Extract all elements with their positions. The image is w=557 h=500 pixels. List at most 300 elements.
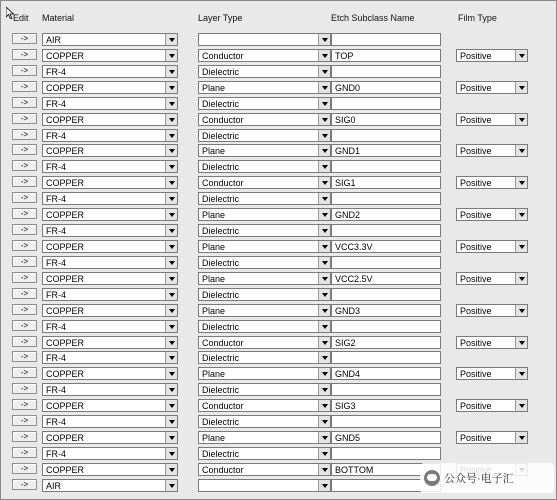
dropdown-arrow-icon[interactable] bbox=[165, 368, 177, 379]
watermark-text: 公众号·电子汇 bbox=[444, 473, 514, 485]
layer-row bbox=[1, 382, 557, 398]
etch-subclass-input[interactable] bbox=[331, 208, 441, 221]
material-select-value: FR-4 bbox=[46, 448, 66, 459]
edit-row-button[interactable]: -> bbox=[12, 272, 37, 283]
dropdown-arrow-icon[interactable] bbox=[165, 193, 177, 204]
layer-type-select-value: Dielectric bbox=[202, 162, 240, 173]
layer-type-select[interactable] bbox=[198, 65, 331, 78]
dropdown-arrow-icon[interactable] bbox=[165, 209, 177, 220]
film-type-select-value: Positive bbox=[460, 401, 492, 412]
material-select[interactable] bbox=[42, 351, 178, 364]
etch-subclass-value: BOTTOM bbox=[335, 464, 374, 475]
dropdown-arrow-icon[interactable] bbox=[515, 368, 527, 379]
material-select-value: FR-4 bbox=[46, 321, 66, 332]
film-type-select[interactable] bbox=[456, 431, 528, 444]
etch-subclass-value: TOP bbox=[335, 50, 354, 61]
edit-row-button[interactable]: -> bbox=[12, 176, 37, 187]
layer-type-select[interactable] bbox=[198, 463, 331, 476]
etch-subclass-input[interactable] bbox=[331, 113, 441, 126]
film-type-select-value: Positive bbox=[460, 210, 492, 221]
material-select[interactable] bbox=[42, 208, 178, 221]
edit-row-button[interactable]: -> bbox=[12, 192, 37, 203]
dropdown-arrow-icon[interactable] bbox=[165, 66, 177, 77]
dropdown-arrow-icon[interactable] bbox=[165, 114, 177, 125]
layer-type-select[interactable] bbox=[198, 97, 331, 110]
edit-row-button[interactable]: -> bbox=[12, 479, 37, 490]
etch-subclass-input[interactable] bbox=[331, 351, 441, 364]
etch-subclass-value: VCC3.3V bbox=[335, 241, 373, 252]
material-select[interactable] bbox=[42, 256, 178, 269]
layer-type-select-value: Plane bbox=[202, 433, 226, 444]
dropdown-arrow-icon[interactable] bbox=[165, 448, 177, 459]
material-select[interactable] bbox=[42, 415, 178, 428]
header-edit: Edit bbox=[13, 13, 29, 23]
material-select[interactable] bbox=[42, 113, 178, 126]
layer-row bbox=[1, 223, 557, 239]
film-type-select-value: Positive bbox=[460, 273, 492, 284]
dropdown-arrow-icon[interactable] bbox=[318, 66, 330, 77]
wechat-icon bbox=[424, 470, 440, 486]
film-type-select[interactable] bbox=[456, 304, 528, 317]
material-select[interactable] bbox=[42, 383, 178, 396]
dropdown-arrow-icon[interactable] bbox=[515, 82, 527, 93]
film-type-select-value: Positive bbox=[460, 82, 492, 93]
column-header bbox=[1, 1, 557, 25]
layer-row bbox=[1, 96, 557, 112]
edit-row-button[interactable]: -> bbox=[12, 97, 37, 108]
edit-row-button[interactable]: -> bbox=[12, 399, 37, 410]
dropdown-arrow-icon[interactable] bbox=[515, 241, 527, 252]
etch-subclass-input[interactable] bbox=[331, 272, 441, 285]
dropdown-arrow-icon[interactable] bbox=[318, 225, 330, 236]
film-type-select[interactable] bbox=[456, 81, 528, 94]
material-select-value: FR-4 bbox=[46, 162, 66, 173]
material-select[interactable] bbox=[42, 160, 178, 173]
material-select[interactable] bbox=[42, 336, 178, 349]
layer-type-select[interactable] bbox=[198, 336, 331, 349]
layer-type-select[interactable] bbox=[198, 304, 331, 317]
etch-subclass-value: GND3 bbox=[335, 305, 361, 316]
dropdown-arrow-icon[interactable] bbox=[165, 130, 177, 141]
dropdown-arrow-icon[interactable] bbox=[165, 464, 177, 475]
etch-subclass-input[interactable] bbox=[331, 415, 441, 428]
dropdown-arrow-icon[interactable] bbox=[318, 384, 330, 395]
dropdown-arrow-icon[interactable] bbox=[318, 209, 330, 220]
header-material: Material bbox=[42, 13, 75, 23]
layer-type-select[interactable] bbox=[198, 208, 331, 221]
material-select-value: FR-4 bbox=[46, 385, 66, 396]
material-select[interactable] bbox=[42, 320, 178, 333]
dropdown-arrow-icon[interactable] bbox=[318, 352, 330, 363]
material-select-value: COPPER bbox=[46, 114, 85, 125]
layer-type-select-value: Conductor bbox=[202, 464, 244, 475]
layer-type-select[interactable] bbox=[198, 144, 331, 157]
etch-subclass-input[interactable] bbox=[331, 144, 441, 157]
header-layer-type: Layer Type bbox=[198, 13, 243, 23]
watermark bbox=[420, 463, 554, 493]
layer-row bbox=[1, 112, 557, 128]
edit-row-button[interactable]: -> bbox=[12, 288, 37, 299]
material-select-value: FR-4 bbox=[46, 130, 66, 141]
edit-row-button[interactable]: -> bbox=[12, 224, 37, 235]
etch-subclass-input[interactable] bbox=[331, 367, 441, 380]
etch-subclass-input[interactable] bbox=[331, 336, 441, 349]
material-select[interactable] bbox=[42, 304, 178, 317]
material-select[interactable] bbox=[42, 144, 178, 157]
dropdown-arrow-icon[interactable] bbox=[515, 305, 527, 316]
layer-row bbox=[1, 303, 557, 319]
dropdown-arrow-icon[interactable] bbox=[165, 50, 177, 61]
layer-type-select-value: Plane bbox=[202, 273, 226, 284]
dropdown-arrow-icon[interactable] bbox=[515, 50, 527, 61]
material-select-value: COPPER bbox=[46, 210, 85, 221]
layer-type-select-value: Conductor bbox=[202, 337, 244, 348]
layer-row bbox=[1, 64, 557, 80]
dropdown-arrow-icon[interactable] bbox=[318, 448, 330, 459]
layer-type-select[interactable] bbox=[198, 256, 331, 269]
layer-row bbox=[1, 350, 557, 366]
layer-type-select[interactable] bbox=[198, 415, 331, 428]
layer-type-select[interactable] bbox=[198, 447, 331, 460]
dropdown-arrow-icon[interactable] bbox=[165, 257, 177, 268]
material-select[interactable] bbox=[42, 97, 178, 110]
edit-row-button[interactable]: -> bbox=[12, 129, 37, 140]
layer-row bbox=[1, 319, 557, 335]
layer-type-select[interactable] bbox=[198, 33, 331, 46]
layer-type-select-value: Plane bbox=[202, 241, 226, 252]
etch-subclass-input[interactable] bbox=[331, 320, 441, 333]
dropdown-arrow-icon[interactable] bbox=[165, 273, 177, 284]
material-select[interactable] bbox=[42, 176, 178, 189]
layer-type-select-value: Dielectric bbox=[202, 66, 240, 77]
material-select[interactable] bbox=[42, 431, 178, 444]
dropdown-arrow-icon[interactable] bbox=[318, 34, 330, 45]
dropdown-arrow-icon[interactable] bbox=[165, 432, 177, 443]
edit-row-button[interactable]: -> bbox=[12, 208, 37, 219]
edit-row-button[interactable]: -> bbox=[12, 160, 37, 171]
material-select[interactable] bbox=[42, 399, 178, 412]
etch-subclass-input[interactable] bbox=[331, 240, 441, 253]
dropdown-arrow-icon[interactable] bbox=[318, 400, 330, 411]
edit-row-button[interactable]: -> bbox=[12, 81, 37, 92]
layer-type-select-value: Dielectric bbox=[202, 321, 240, 332]
material-select-value: COPPER bbox=[46, 369, 85, 380]
material-select-value: FR-4 bbox=[46, 98, 66, 109]
edit-row-button[interactable]: -> bbox=[12, 351, 37, 362]
dropdown-arrow-icon[interactable] bbox=[318, 130, 330, 141]
layer-type-select[interactable] bbox=[198, 49, 331, 62]
layer-type-select[interactable] bbox=[198, 81, 331, 94]
layer-row bbox=[1, 287, 557, 303]
dropdown-arrow-icon[interactable] bbox=[318, 193, 330, 204]
film-type-select[interactable] bbox=[456, 240, 528, 253]
layer-type-select-value: Dielectric bbox=[202, 130, 240, 141]
header-etch-subclass: Etch Subclass Name bbox=[331, 13, 415, 23]
etch-subclass-input[interactable] bbox=[331, 129, 441, 142]
film-type-select[interactable] bbox=[456, 176, 528, 189]
layer-type-select-value: Plane bbox=[202, 82, 226, 93]
material-select[interactable] bbox=[42, 367, 178, 380]
film-type-select-value: Positive bbox=[460, 146, 492, 157]
material-select-value: COPPER bbox=[46, 50, 85, 61]
layer-row bbox=[1, 159, 557, 175]
dropdown-arrow-icon[interactable] bbox=[515, 400, 527, 411]
dropdown-arrow-icon[interactable] bbox=[515, 337, 527, 348]
etch-subclass-value: GND4 bbox=[335, 369, 361, 380]
dropdown-arrow-icon[interactable] bbox=[515, 273, 527, 284]
layer-type-select-value: Conductor bbox=[202, 401, 244, 412]
edit-row-button[interactable]: -> bbox=[12, 65, 37, 76]
film-type-select[interactable] bbox=[456, 399, 528, 412]
material-select[interactable] bbox=[42, 33, 178, 46]
material-select-value: AIR bbox=[46, 35, 62, 45]
layer-row bbox=[1, 48, 557, 64]
layer-type-select-value: Conductor bbox=[202, 114, 244, 125]
material-select[interactable] bbox=[42, 479, 178, 492]
edit-row-button[interactable]: -> bbox=[12, 240, 37, 251]
material-select-value: COPPER bbox=[46, 146, 85, 157]
layer-row bbox=[1, 207, 557, 223]
edit-row-button[interactable]: -> bbox=[12, 320, 37, 331]
dropdown-arrow-icon[interactable] bbox=[165, 177, 177, 188]
material-select[interactable] bbox=[42, 240, 178, 253]
dropdown-arrow-icon[interactable] bbox=[515, 209, 527, 220]
material-select-value: COPPER bbox=[46, 241, 85, 252]
dropdown-arrow-icon[interactable] bbox=[318, 50, 330, 61]
material-select-value: FR-4 bbox=[46, 194, 66, 205]
layer-row bbox=[1, 128, 557, 144]
dropdown-arrow-icon[interactable] bbox=[165, 289, 177, 300]
material-select-value: COPPER bbox=[46, 305, 85, 316]
material-select[interactable] bbox=[42, 49, 178, 62]
layer-row bbox=[1, 191, 557, 207]
film-type-select[interactable] bbox=[456, 144, 528, 157]
material-select[interactable] bbox=[42, 192, 178, 205]
dropdown-arrow-icon[interactable] bbox=[165, 98, 177, 109]
material-select-value: COPPER bbox=[46, 433, 85, 444]
dropdown-arrow-icon[interactable] bbox=[318, 145, 330, 156]
film-type-select[interactable] bbox=[456, 336, 528, 349]
dropdown-arrow-icon[interactable] bbox=[515, 432, 527, 443]
layer-type-select[interactable] bbox=[198, 160, 331, 173]
dropdown-arrow-icon[interactable] bbox=[318, 416, 330, 427]
edit-row-button[interactable]: -> bbox=[12, 113, 37, 124]
etch-subclass-value: SIG1 bbox=[335, 178, 356, 189]
material-select-value: FR-4 bbox=[46, 417, 66, 428]
etch-subclass-value: GND0 bbox=[335, 82, 361, 93]
dropdown-arrow-icon[interactable] bbox=[515, 177, 527, 188]
layer-type-select-value: Plane bbox=[202, 210, 226, 221]
material-select[interactable] bbox=[42, 288, 178, 301]
material-select[interactable] bbox=[42, 272, 178, 285]
film-type-select-value: Positive bbox=[460, 337, 492, 348]
dropdown-arrow-icon[interactable] bbox=[318, 321, 330, 332]
layer-type-select[interactable] bbox=[198, 320, 331, 333]
layer-type-select-value: Plane bbox=[202, 305, 226, 316]
layer-row bbox=[1, 446, 557, 462]
film-type-select[interactable] bbox=[456, 49, 528, 62]
layer-table bbox=[1, 32, 557, 494]
dropdown-arrow-icon[interactable] bbox=[318, 82, 330, 93]
dropdown-arrow-icon[interactable] bbox=[318, 98, 330, 109]
layer-type-select-value: Dielectric bbox=[202, 194, 240, 205]
etch-subclass-input[interactable] bbox=[331, 288, 441, 301]
layer-type-select[interactable] bbox=[198, 192, 331, 205]
edit-row-button[interactable]: -> bbox=[12, 33, 37, 44]
film-type-select[interactable] bbox=[456, 208, 528, 221]
layer-type-select[interactable] bbox=[198, 224, 331, 237]
material-select[interactable] bbox=[42, 463, 178, 476]
dropdown-arrow-icon[interactable] bbox=[165, 352, 177, 363]
dropdown-arrow-icon[interactable] bbox=[318, 161, 330, 172]
edit-row-button[interactable]: -> bbox=[12, 304, 37, 315]
edit-row-button[interactable]: -> bbox=[12, 144, 37, 155]
layer-type-select[interactable] bbox=[198, 479, 331, 492]
etch-subclass-value: GND2 bbox=[335, 210, 361, 221]
layer-type-select[interactable] bbox=[198, 272, 331, 285]
material-select-value: COPPER bbox=[46, 273, 85, 284]
dropdown-arrow-icon[interactable] bbox=[318, 257, 330, 268]
etch-subclass-value: SIG3 bbox=[335, 401, 356, 412]
layer-row bbox=[1, 255, 557, 271]
material-select-value: COPPER bbox=[46, 401, 85, 412]
layer-type-select-value: Dielectric bbox=[202, 417, 240, 428]
etch-subclass-input[interactable] bbox=[331, 65, 441, 78]
etch-subclass-input[interactable] bbox=[331, 176, 441, 189]
etch-subclass-input[interactable] bbox=[331, 399, 441, 412]
layer-type-select[interactable] bbox=[198, 113, 331, 126]
film-type-select[interactable] bbox=[456, 367, 528, 380]
film-type-select-value: Positive bbox=[460, 305, 492, 316]
etch-subclass-input[interactable] bbox=[331, 97, 441, 110]
film-type-select[interactable] bbox=[456, 113, 528, 126]
dropdown-arrow-icon[interactable] bbox=[165, 145, 177, 156]
layer-type-select[interactable] bbox=[198, 351, 331, 364]
dropdown-arrow-icon[interactable] bbox=[165, 241, 177, 252]
layer-row bbox=[1, 366, 557, 382]
dropdown-arrow-icon[interactable] bbox=[318, 289, 330, 300]
material-select[interactable] bbox=[42, 224, 178, 237]
dropdown-arrow-icon[interactable] bbox=[318, 464, 330, 475]
etch-subclass-value: GND5 bbox=[335, 433, 361, 444]
edit-row-button[interactable]: -> bbox=[12, 415, 37, 426]
layer-type-select[interactable] bbox=[198, 240, 331, 253]
dropdown-arrow-icon[interactable] bbox=[165, 480, 177, 491]
layer-type-select-value: Dielectric bbox=[202, 98, 240, 109]
layer-type-select-value: Dielectric bbox=[202, 289, 240, 300]
etch-subclass-input[interactable] bbox=[331, 447, 441, 460]
film-type-select-value: Positive bbox=[460, 241, 492, 252]
edit-row-button[interactable]: -> bbox=[12, 256, 37, 267]
material-select-value: AIR bbox=[46, 480, 62, 491]
dropdown-arrow-icon[interactable] bbox=[318, 114, 330, 125]
layer-type-select-value: Dielectric bbox=[202, 448, 240, 459]
layer-type-select[interactable] bbox=[198, 383, 331, 396]
dropdown-arrow-icon[interactable] bbox=[318, 432, 330, 443]
layer-type-select[interactable] bbox=[198, 176, 331, 189]
layer-type-select[interactable] bbox=[198, 399, 331, 412]
etch-subclass-value: VCC2.5V bbox=[335, 273, 373, 284]
dropdown-arrow-icon[interactable] bbox=[318, 368, 330, 379]
material-select[interactable] bbox=[42, 447, 178, 460]
dropdown-arrow-icon[interactable] bbox=[165, 337, 177, 348]
etch-subclass-input[interactable] bbox=[331, 431, 441, 444]
layer-type-select-value: Dielectric bbox=[202, 257, 240, 268]
etch-subclass-input[interactable] bbox=[331, 81, 441, 94]
dropdown-arrow-icon[interactable] bbox=[165, 34, 177, 45]
edit-row-button[interactable]: -> bbox=[12, 367, 37, 378]
material-select[interactable] bbox=[42, 129, 178, 142]
layer-type-select-value: Plane bbox=[202, 146, 226, 157]
edit-row-button[interactable]: -> bbox=[12, 383, 37, 394]
dropdown-arrow-icon[interactable] bbox=[318, 273, 330, 284]
dropdown-arrow-icon[interactable] bbox=[515, 114, 527, 125]
etch-subclass-input[interactable] bbox=[331, 33, 441, 46]
dropdown-arrow-icon[interactable] bbox=[318, 337, 330, 348]
layer-row bbox=[1, 398, 557, 414]
layer-type-select[interactable] bbox=[198, 431, 331, 444]
dropdown-arrow-icon[interactable] bbox=[165, 416, 177, 427]
material-select[interactable] bbox=[42, 65, 178, 78]
dropdown-arrow-icon[interactable] bbox=[515, 145, 527, 156]
material-select-value: FR-4 bbox=[46, 289, 66, 300]
layer-type-select[interactable] bbox=[198, 129, 331, 142]
edit-row-button[interactable]: -> bbox=[12, 463, 37, 474]
dropdown-arrow-icon[interactable] bbox=[318, 305, 330, 316]
dropdown-arrow-icon[interactable] bbox=[318, 480, 330, 491]
layer-row bbox=[1, 32, 557, 48]
dropdown-arrow-icon[interactable] bbox=[165, 384, 177, 395]
layer-row bbox=[1, 271, 557, 287]
material-select[interactable] bbox=[42, 81, 178, 94]
dropdown-arrow-icon[interactable] bbox=[165, 321, 177, 332]
dropdown-arrow-icon[interactable] bbox=[165, 305, 177, 316]
dropdown-arrow-icon[interactable] bbox=[318, 177, 330, 188]
film-type-select[interactable] bbox=[456, 272, 528, 285]
dropdown-arrow-icon[interactable] bbox=[165, 225, 177, 236]
dropdown-arrow-icon[interactable] bbox=[165, 82, 177, 93]
dropdown-arrow-icon[interactable] bbox=[165, 400, 177, 411]
edit-row-button[interactable]: -> bbox=[12, 49, 37, 60]
dropdown-arrow-icon[interactable] bbox=[318, 241, 330, 252]
etch-subclass-input[interactable] bbox=[331, 192, 441, 205]
etch-subclass-input[interactable] bbox=[331, 383, 441, 396]
etch-subclass-input[interactable] bbox=[331, 256, 441, 269]
layer-row bbox=[1, 239, 557, 255]
layer-row bbox=[1, 80, 557, 96]
etch-subclass-input[interactable] bbox=[331, 304, 441, 317]
layer-row bbox=[1, 335, 557, 351]
etch-subclass-value: SIG2 bbox=[335, 337, 356, 348]
etch-subclass-input[interactable] bbox=[331, 160, 441, 173]
layer-type-select-value: Dielectric bbox=[202, 226, 240, 237]
layer-type-select[interactable] bbox=[198, 367, 331, 380]
etch-subclass-input[interactable] bbox=[331, 49, 441, 62]
edit-row-button[interactable]: -> bbox=[12, 431, 37, 442]
dropdown-arrow-icon[interactable] bbox=[165, 161, 177, 172]
layer-type-select-value: Dielectric bbox=[202, 353, 240, 364]
film-type-select-value: Positive bbox=[460, 50, 492, 61]
layer-type-select[interactable] bbox=[198, 288, 331, 301]
etch-subclass-input[interactable] bbox=[331, 224, 441, 237]
edit-row-button[interactable]: -> bbox=[12, 336, 37, 347]
layer-row bbox=[1, 430, 557, 446]
header-film-type: Film Type bbox=[458, 13, 497, 23]
material-select-value: COPPER bbox=[46, 337, 85, 348]
material-select-value: FR-4 bbox=[46, 353, 66, 364]
edit-row-button[interactable]: -> bbox=[12, 447, 37, 458]
film-type-select-value: Positive bbox=[460, 433, 492, 444]
